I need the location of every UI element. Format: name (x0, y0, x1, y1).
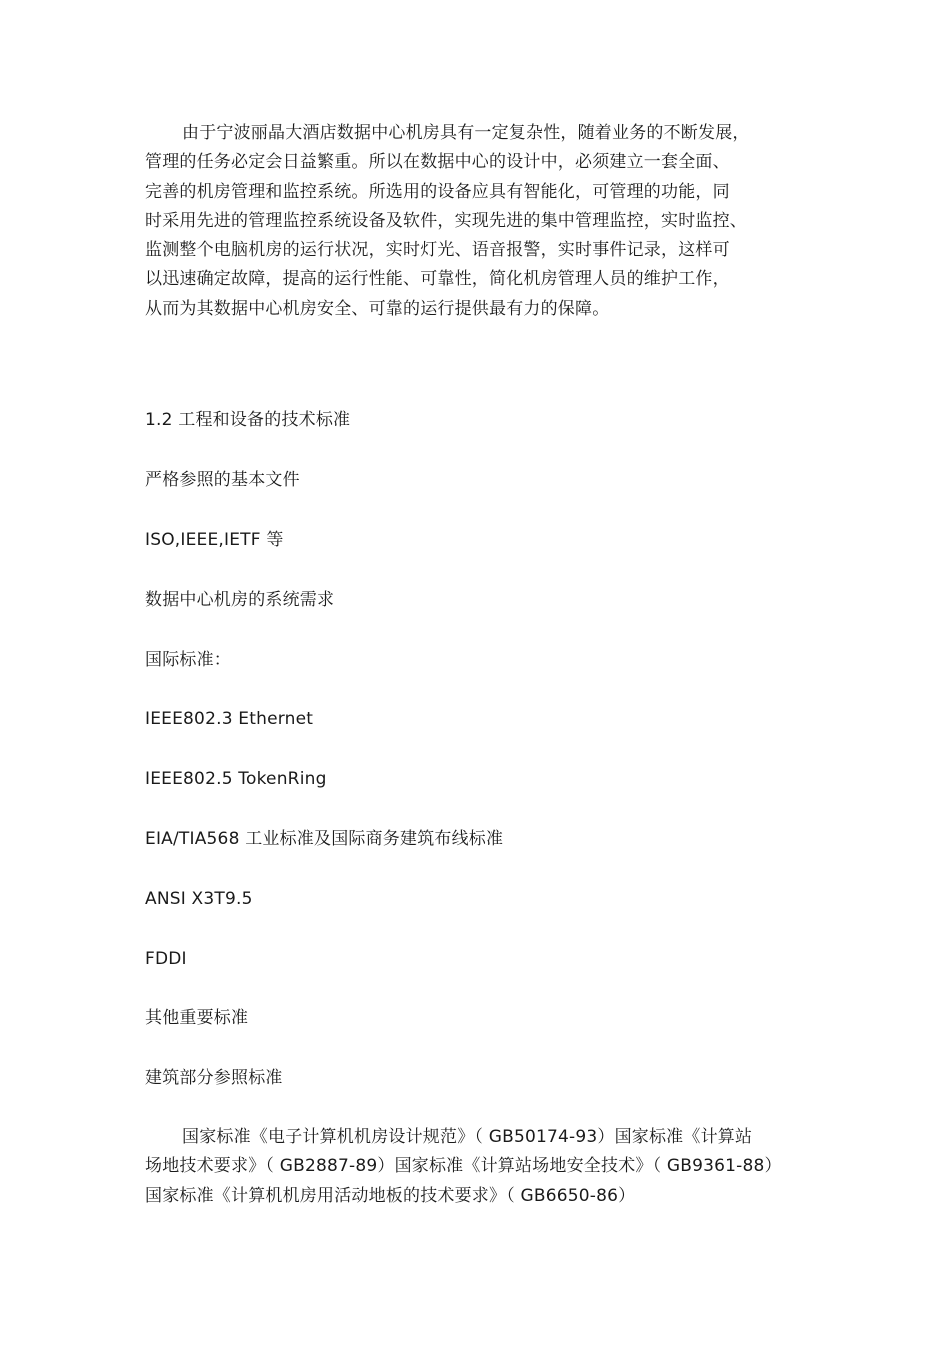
standards-line: 国家标准《计算机机房用活动地板的技术要求》（ GB6650-86） (145, 1185, 636, 1206)
standards-line: 国家标准《电子计算机机房设计规范》（ GB50174-93）国家标准《计算站 (182, 1127, 753, 1147)
intro-line: 由于宁波丽晶大酒店数据中心机房具有一定复杂性，随着业务的不断发展， (182, 123, 750, 143)
list-item: ANSI X3T9.5 (145, 889, 253, 909)
standards-paragraph (145, 1123, 815, 1211)
list-item: 建筑部分参照标准 (145, 1068, 283, 1088)
list-item: IEEE802.5 TokenRing (145, 769, 327, 789)
list-item: ISO,IEEE,IETF 等 (145, 530, 284, 550)
standards-line: 场地技术要求》（ GB2887-89）国家标准《计算站场地安全技术》（ GB9361-88） (145, 1156, 782, 1177)
list-item: EIA/TIA568 工业标准及国际商务建筑布线标准 (145, 829, 504, 849)
intro-line: 监测整个电脑机房的运行状况，实时灯光、语音报警，实时事件记录，这样可 (145, 240, 730, 261)
list-item: 国际标准： (145, 650, 231, 670)
list-item: 数据中心机房的系统需求 (145, 590, 335, 610)
intro-paragraph (145, 119, 785, 324)
intro-line: 从而为其数据中心机房安全、可靠的运行提供最有力的保障。 (145, 298, 610, 319)
intro-line: 以迅速确定故障，提高的运行性能、可靠性，简化机房管理人员的维护工作， (145, 269, 730, 290)
intro-line: 管理的任务必定会日益繁重。所以在数据中心的设计中，必须建立一套全面、 (145, 152, 730, 173)
list-item: IEEE802.3 Ethernet (145, 709, 314, 729)
list-item: 严格参照的基本文件 (145, 470, 300, 490)
intro-line: 时采用先进的管理监控系统设备及软件，实现先进的集中管理监控，实时监控、 (145, 210, 747, 231)
section-heading: 1.2 工程和设备的技术标准 (145, 410, 351, 430)
list-item: FDDI (145, 949, 187, 969)
intro-line: 完善的机房管理和监控系统。所选用的设备应具有智能化，可管理的功能，同 (145, 181, 730, 202)
list-item: 其他重要标准 (145, 1008, 249, 1028)
